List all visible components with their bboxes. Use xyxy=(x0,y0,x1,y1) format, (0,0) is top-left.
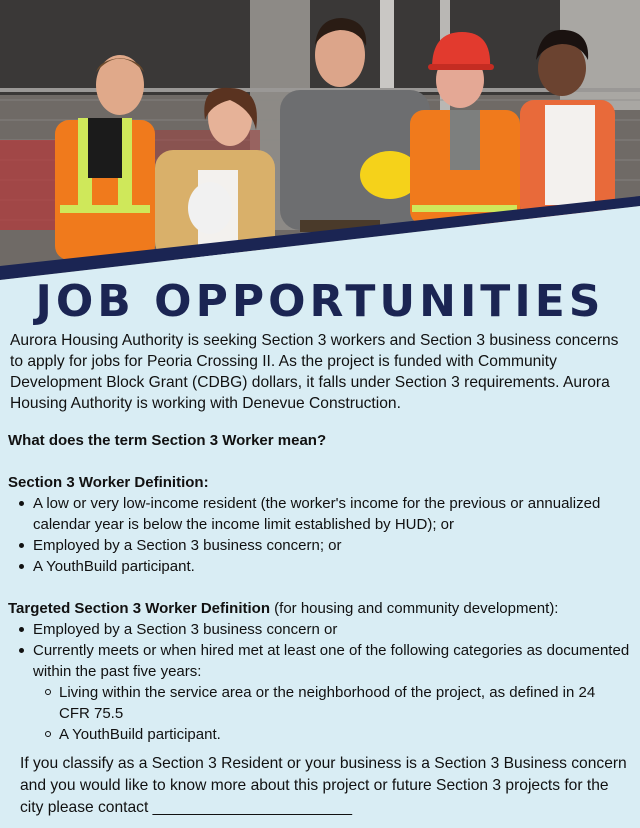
contact-paragraph: If you classify as a Section 3 Resident or your business is a Section 3 Business concern and you would like to know more about this project or future Section 3 projects for the city please contact _______________________ xyxy=(20,755,627,816)
targeted-definition-note: (for housing and community development): xyxy=(270,600,559,617)
worker-definition-heading xyxy=(8,472,632,493)
list-item: Employed by a Section 3 business concern; or xyxy=(33,535,630,556)
list-item: A low or very low-income resident (the worker's income for the previous or annualized calendar year is below the income limit established by HUD); or xyxy=(33,493,630,535)
worker-definition-list xyxy=(0,493,640,577)
targeted-definition-heading xyxy=(8,598,632,619)
question-heading: What does the term Section 3 Worker mean? xyxy=(8,432,327,449)
sub-list-item: A YouthBuild participant. xyxy=(59,724,620,745)
targeted-definition-list xyxy=(0,619,640,745)
header-photo xyxy=(0,0,640,280)
list-item xyxy=(33,640,630,745)
intro-paragraph: Aurora Housing Authority is seeking Section 3 workers and Section 3 business concerns to apply for jobs for Peoria Crossing II. As the project is funded with Community Development Block Grant (CDBG) dollars, it falls under Section 3 requirements. Aurora Housing Authority is working with Denevue Construction. xyxy=(10,332,619,412)
page-title: JOB OPPORTUNITIES xyxy=(35,276,605,327)
main-content xyxy=(0,330,640,819)
sub-list-item: Living within the service area or the neighborhood of the project, as defined in 24 CFR 75.5 xyxy=(59,682,620,724)
list-item: Employed by a Section 3 business concern or xyxy=(33,619,630,640)
list-item: A YouthBuild participant. xyxy=(33,556,630,577)
worker-definition-title: Section 3 Worker Definition: xyxy=(8,474,209,491)
targeted-definition-title: Targeted Section 3 Worker Definition xyxy=(8,600,270,617)
targeted-sub-list xyxy=(33,682,630,745)
list-item-text: Currently meets or when hired met at least one of the following categories as documented within the past five years: xyxy=(33,642,630,680)
